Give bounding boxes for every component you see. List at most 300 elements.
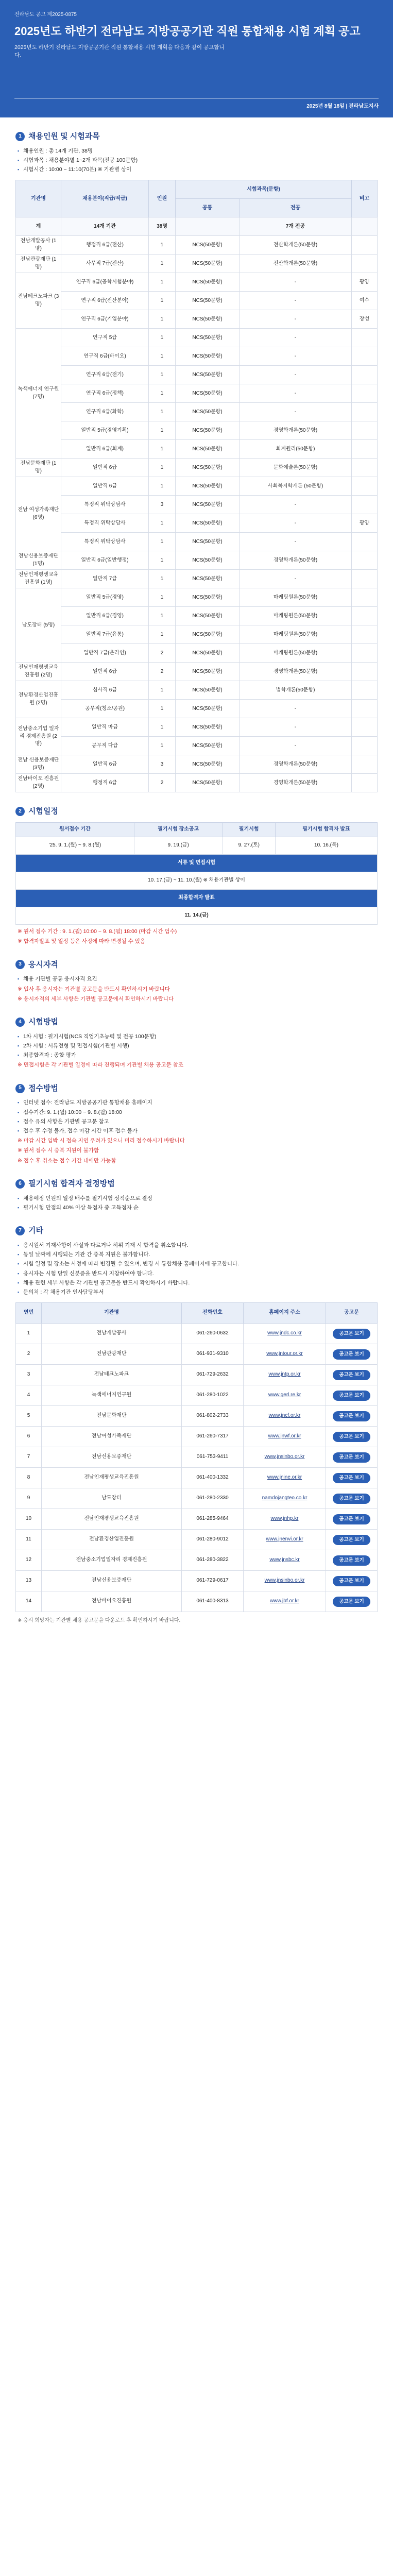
cell-count: 3 — [149, 496, 176, 514]
table-row — [16, 273, 378, 292]
cell-tel: 061-280-3822 — [182, 1550, 244, 1571]
list-item: ▪ 시험 일정 및 장소는 사정에 따라 변경될 수 있으며, 변경 시 통합채용 홈페이지에 공고합니다. — [18, 1260, 378, 1268]
cell-name: 녹색에너지연구원 — [42, 1385, 182, 1406]
list-item: ▪ 2차 시험 : 서류전형 및 면접시험(기관별 시행) — [18, 1042, 378, 1050]
cell-count: 1 — [149, 625, 176, 644]
homepage-link[interactable]: www.gerl.re.kr — [268, 1392, 301, 1398]
cell-institution: 전남바이오 진흥원 (2명) — [16, 774, 61, 792]
cell-major: 사회복지학개론 (50문항) — [240, 477, 352, 496]
cell-remark — [352, 496, 378, 514]
cell-count: 1 — [149, 255, 176, 273]
view-notice-button[interactable]: 공고문 보기 — [333, 1473, 370, 1483]
homepage-link[interactable]: www.jndc.co.kr — [267, 1330, 302, 1336]
cell-field: 연구직 6급(정책) — [61, 384, 149, 403]
cell-remark: 장성 — [352, 310, 378, 329]
cell-common: NCS(50문항) — [176, 570, 240, 588]
list-item: ▪ 채용 기관별 공통 응시자격 요건 — [18, 975, 378, 983]
cell-major: 경영학개론(50문항) — [240, 421, 352, 440]
cell-tel: 061-280-9012 — [182, 1530, 244, 1550]
cell-field: 사무직 7급(전산) — [61, 255, 149, 273]
cell-field: 특정직 위탁상담사 — [61, 496, 149, 514]
cell-major: - — [240, 366, 352, 384]
cell-major: - — [240, 718, 352, 737]
section-number: 3 — [15, 960, 25, 969]
table-row — [16, 292, 378, 310]
cell-common: NCS(50문항) — [176, 255, 240, 273]
cell-no: 10 — [16, 1509, 42, 1530]
cell-field: 행정직 6급(전산) — [61, 236, 149, 255]
cell-tel: 061-931-9310 — [182, 1344, 244, 1365]
table-row — [16, 755, 378, 774]
section-application — [0, 1083, 393, 1165]
table-row — [16, 1530, 378, 1550]
cell-institution: 남도장터 (5명) — [16, 588, 61, 663]
cell-common: NCS(50문항) — [176, 459, 240, 477]
section-title: 3 응시자격 — [15, 959, 378, 971]
cell-no: 4 — [16, 1385, 42, 1406]
table-row — [16, 1488, 378, 1509]
homepage-link[interactable]: www.jnsbc.kr — [269, 1557, 300, 1563]
cell-name: 전남여성가족재단 — [42, 1427, 182, 1447]
cell-institution: 전남 신용보증재단 (3명) — [16, 755, 61, 774]
cell-common: NCS(50문항) — [176, 292, 240, 310]
cell-remark — [352, 347, 378, 366]
cell-major: - — [240, 310, 352, 329]
application-note: ※ 원서 접수 시 중복 지원이 불가함 — [18, 1147, 99, 1154]
table-row — [16, 533, 378, 551]
cell-remark — [352, 403, 378, 421]
cell-no: 1 — [16, 1324, 42, 1344]
cell-count: 2 — [149, 644, 176, 663]
homepage-link[interactable]: www.jnenvi.or.kr — [266, 1536, 303, 1543]
cell-major: 문화예술론(50문항) — [240, 459, 352, 477]
cell-remark: 여수 — [352, 292, 378, 310]
cell-major: 마케팅원론(50문항) — [240, 588, 352, 607]
list-item: ▪ 채용 관련 세부 사항은 각 기관별 공고문을 반드시 확인하시기 바랍니다. — [18, 1279, 378, 1287]
view-notice-button[interactable]: 공고문 보기 — [333, 1432, 370, 1442]
cell-tel: 061-280-1022 — [182, 1385, 244, 1406]
cell-major: - — [240, 329, 352, 347]
list-item: ▪ 1차 시험 : 필기시험(NCS 직업기초능력 및 전공 100문항) — [18, 1033, 378, 1041]
header-divider — [14, 98, 379, 99]
cell-count: 1 — [149, 477, 176, 496]
cell-count: 1 — [149, 440, 176, 459]
homepage-link[interactable]: www.jncf.or.kr — [268, 1413, 301, 1419]
cell-no: 9 — [16, 1488, 42, 1509]
cell-field: 연구직 6급(전기) — [61, 366, 149, 384]
cell-major: - — [240, 514, 352, 533]
table-row — [16, 459, 378, 477]
cell-count: 1 — [149, 403, 176, 421]
cell-remark — [352, 570, 378, 588]
table-row — [16, 718, 378, 737]
cell-field: 연구직 6급(기업분야) — [61, 310, 149, 329]
homepage-link[interactable]: www.jnine.or.kr — [267, 1475, 302, 1481]
application-note: ※ 접수 후 취소는 접수 기간 내에만 가능함 — [18, 1157, 116, 1164]
cell-count: 1 — [149, 329, 176, 347]
cell-no: 12 — [16, 1550, 42, 1571]
table-row — [16, 329, 378, 347]
homepage-link[interactable]: www.jnhp.kr — [270, 1516, 299, 1522]
cell-institution: 전남테크노파크 (3명) — [16, 273, 61, 329]
cell-no: 6 — [16, 1427, 42, 1447]
cell-count: 1 — [149, 347, 176, 366]
table-row — [16, 347, 378, 366]
cell-name: 전남관광재단 — [42, 1344, 182, 1365]
cell-major: 회계원리(50문항) — [240, 440, 352, 459]
cell-institution: 전남문화재단 (1명) — [16, 459, 61, 477]
cell-count: 1 — [149, 681, 176, 700]
section-title: 2 시험일정 — [15, 806, 378, 817]
section-schedule — [0, 806, 393, 945]
cell-name: 전남인재평생교육진흥원 — [42, 1468, 182, 1488]
cell-major: 전산학개론(50문항) — [240, 236, 352, 255]
cell-remark — [352, 477, 378, 496]
cell-name: 전남신용보증재단 — [42, 1447, 182, 1468]
cell-remark — [352, 533, 378, 551]
cell-institution: 전남신용보증재단 (1명) — [16, 551, 61, 570]
cell-institution: 녹색에너지 연구원 (7명) — [16, 329, 61, 459]
table-row — [16, 1365, 378, 1385]
section-number: 2 — [15, 807, 25, 816]
cell-common: NCS(50문항) — [176, 551, 240, 570]
cell-name: 전남신용보증재단 — [42, 1571, 182, 1591]
cell-name: 전남테크노파크 — [42, 1365, 182, 1385]
notice-number: 전라남도 공고 제2025-0875 — [14, 12, 77, 18]
cell-major: - — [240, 292, 352, 310]
eligibility-note: ※ 응시자격의 세부 사항은 기관별 공고문에서 확인하시기 바랍니다 — [18, 995, 174, 1002]
table-row — [16, 366, 378, 384]
intro-text: 2025년도 하반기 전라남도 지방공공기관 직원 통합채용 시험 계획을 다음과 같이 공고합니다. — [14, 44, 225, 58]
cell-common: NCS(50문항) — [176, 403, 240, 421]
list-item: ▪ 접수 유의 사항은 기관별 공고문 참고 — [18, 1118, 378, 1126]
cell-field: 연구직 6급(공학시험분야) — [61, 273, 149, 292]
cell-common: NCS(50문항) — [176, 644, 240, 663]
agency-table: 연번 기관명 전화번호 홈페이지 주소 공고문 1 전남개발공사 061-260-0632 www.jndc.co.kr 공고문 보기 2 전남관광재단 061-931-9310 www.jntour.or.kr 공고문 보기 3 전남테크노파크 061-729-2632 www.jntp.or.kr 공고문 보기 4 녹색에너지연구원 061-280-1022 www.gerl.re.kr 공고문 보기 5 전남문화재단 061-802-2733 www.jncf.or.kr 공고문 보기 6 전남여성가족재단 061-260-7317 www.jnwf.or.kr 공고문 보기 7 전남신용보증재단 061-753-9411 www.jnsinbo.or.kr 공고문 보기 8 전남인재평생교육진흥원 061-400-1332 www.jnine.or.kr 공고문 보기 9 남도장터 061-280-2330 namdojangteo.co.kr 공고문 보기 10 전남인재평생교육진흥원 061-285-9464 www.jnhp.kr 공고문 보기 11 전남환경산업진흥원 061-280-9012 www.jnenvi.or.kr 공고문 보기 12 전남중소기업일자리 경제진흥원 061-280-3822 www.jnsbc.kr 공고문 보기 13 전남신용보증재단 061-729-0617 www.jnsinbo.or.kr 공고문 보기 14 전남바이오진흥원 061-400-8313 www.jbf.or.kr 공고문 보기 — [15, 1302, 378, 1612]
cell-common: NCS(50문항) — [176, 700, 240, 718]
cell-field: 일반직 6급(회계) — [61, 440, 149, 459]
cell-common: NCS(50문항) — [176, 236, 240, 255]
cell-count: 1 — [149, 292, 176, 310]
list-item: ▪ 시험시간 : 10:00 ~ 11:10(70분) ※ 기관별 상이 — [18, 166, 378, 174]
cell-remark — [352, 700, 378, 718]
schedule-table: 원서접수 기간 필기시험 장소공고 필기시험 필기시험 합격자 발표 '25. 9. 1.(월) ~ 9. 8.(월) 9. 19.(금) 9. 27.(토) 10. 16.(목) 서류 및 면접시험 10. 17.(금) ~ 11. 10.(월) ※ 채용기관별 상이 최종합격자 발표 11. 14.(금) — [15, 822, 378, 925]
cell-remark — [352, 663, 378, 681]
cell-count: 1 — [149, 236, 176, 255]
cell-name: 남도장터 — [42, 1488, 182, 1509]
cell-common: NCS(50문항) — [176, 663, 240, 681]
section-title: 7 기타 — [15, 1225, 378, 1236]
table-row — [16, 236, 378, 255]
cell-remark — [352, 329, 378, 347]
cell-count: 3 — [149, 755, 176, 774]
cell-no: 3 — [16, 1365, 42, 1385]
cell-remark — [352, 551, 378, 570]
cell-count: 1 — [149, 273, 176, 292]
cell-remark — [352, 459, 378, 477]
homepage-link[interactable]: www.jntour.or.kr — [266, 1351, 303, 1357]
homepage-link[interactable]: www.jnsinbo.or.kr — [264, 1578, 305, 1584]
cell-institution: 전남인재평생교육진흥원 (1명) — [16, 570, 61, 588]
table-row — [16, 607, 378, 625]
cell-field: 공무직(청소/공원) — [61, 700, 149, 718]
cell-no: 7 — [16, 1447, 42, 1468]
cell-count: 1 — [149, 384, 176, 403]
cell-name: 전남인재평생교육진흥원 — [42, 1509, 182, 1530]
cell-no: 2 — [16, 1344, 42, 1365]
cell-common: NCS(50문항) — [176, 625, 240, 644]
table-row — [16, 737, 378, 755]
cell-field: 일반직 6급 — [61, 477, 149, 496]
view-notice-button[interactable]: 공고문 보기 — [333, 1494, 370, 1504]
table-row — [16, 644, 378, 663]
cell-count: 1 — [149, 514, 176, 533]
section-title: 5 접수방법 — [15, 1083, 378, 1094]
table-row — [16, 588, 378, 607]
cell-name: 전남문화재단 — [42, 1406, 182, 1427]
cell-name: 전남환경산업진흥원 — [42, 1530, 182, 1550]
cell-tel: 061-285-9464 — [182, 1509, 244, 1530]
cell-major: 경영학개론(50문항) — [240, 663, 352, 681]
cell-common: NCS(50문항) — [176, 329, 240, 347]
cell-common: NCS(50문항) — [176, 384, 240, 403]
list-item: ▪ 접수 후 수정 불가, 접수 마감 시간 이후 접수 불가 — [18, 1127, 378, 1135]
view-notice-button[interactable]: 공고문 보기 — [333, 1391, 370, 1401]
cell-common: NCS(50문항) — [176, 310, 240, 329]
cell-common: NCS(50문항) — [176, 421, 240, 440]
table-row — [16, 625, 378, 644]
schedule-note: ※ 합격자발표 및 일정 등은 사정에 따라 변경될 수 있음 — [18, 938, 146, 945]
table-row — [16, 1571, 378, 1591]
cell-major: - — [240, 496, 352, 514]
section-etc — [0, 1225, 393, 1625]
view-notice-button[interactable]: 공고문 보기 — [333, 1349, 370, 1360]
cell-count: 2 — [149, 774, 176, 792]
cell-common: NCS(50문항) — [176, 533, 240, 551]
table-row — [16, 440, 378, 459]
cell-institution: 전남 여성가족재단 (6명) — [16, 477, 61, 551]
cell-common: NCS(50문항) — [176, 737, 240, 755]
cell-field: 일반직 6급(경영) — [61, 607, 149, 625]
cell-major: 법학개론(50문항) — [240, 681, 352, 700]
header-banner — [0, 0, 393, 117]
table-row — [16, 1591, 378, 1612]
application-note: ※ 마감 시간 임박 시 접속 지연 우려가 있으니 미리 접수하시기 바랍니다 — [18, 1138, 185, 1144]
cell-major: 마케팅원론(50문항) — [240, 625, 352, 644]
table-row — [16, 1509, 378, 1530]
table-row — [16, 384, 378, 403]
list-item: ▪ 최종합격자 : 종합 평가 — [18, 1052, 378, 1059]
cell-count: 2 — [149, 663, 176, 681]
cell-major: - — [240, 700, 352, 718]
table-row — [16, 570, 378, 588]
cell-field: 일반직 7급(온라인) — [61, 644, 149, 663]
cell-no: 8 — [16, 1468, 42, 1488]
cell-field: 심사직 6급 — [61, 681, 149, 700]
cell-field: 일반직 5급(경영) — [61, 588, 149, 607]
date-signature: 2025년 8월 18일 | 전라남도지사 — [306, 103, 379, 109]
cell-name: 전남바이오진흥원 — [42, 1591, 182, 1612]
cell-field: 일반직 6급 — [61, 459, 149, 477]
cell-common: NCS(50문항) — [176, 440, 240, 459]
cell-remark — [352, 737, 378, 755]
cell-major: - — [240, 570, 352, 588]
cell-no: 11 — [16, 1530, 42, 1550]
cell-common: NCS(50문항) — [176, 718, 240, 737]
list-item: ▪ 응시자는 시험 당일 신분증을 반드시 지참하여야 합니다. — [18, 1270, 378, 1278]
cell-remark: 광양 — [352, 514, 378, 533]
cell-tel: 061-260-0632 — [182, 1324, 244, 1344]
page-title: 2025년도 하반기 전라남도 지방공공기관 직원 통합채용 시험 계획 공고 — [14, 24, 361, 38]
list-item: ▪ 동일 날짜에 시행되는 기관 간 중복 지원은 불가합니다. — [18, 1251, 378, 1259]
cell-common: NCS(50문항) — [176, 496, 240, 514]
view-notice-button[interactable]: 공고문 보기 — [333, 1514, 370, 1524]
recruitment-table: 기관명 채용분야(직급/직급) 인원 시험과목(문항) 비고 공통 전공 계 14개 기관 38명 7개 전공 전남개발공사 (1명) 행정직 6급(전산) 1 NCS(50문항) 전산학개론(50문항) 전남관광재단 (1명) 사무직 7급(전산) 1 NCS(50문항) 전산학개론(50문항) 전남테크노파크 (3명) 연구직 6급(공학시험분야) 1 NCS(50문항) - 광양 연구직 6급(전산분야) 1 NCS(50문항) - 여수 연구직 6급(기업분야) 1 NCS(50문항) - 장성 녹색에너지 연구원 (7명) 연구직 5급 1 NCS(50문항) - 연구직 6급(바이오) 1 NCS(50문항) - 연구직 6급(전기) 1 NCS(50문항) - 연구직 6급(정책) 1 NCS(50문항) - 연구직 6급(화학) 1 NCS(50문항) - 일반직 5급(경영기획) 1 NCS(50문항) 경영학개론(50문항) 일반직 6급(회계) 1 NCS(50문항) 회계원리(50문항) 전남문화재단 (1명) 일반직 6급 1 NCS(50문항) 문화예술론(50문항) 전남 여성가족재단 (6명) 일반직 6급 1 NCS(50문항) 사회복지학개론 (50문항) 특정직 위탁상담사 3 NCS(50문항) - 특정직 위탁상담사 1 NCS(50문항) - 광양 특정직 위탁상담사 1 NCS(50문항) - 전남신용보증재단 (1명) 일반직 6급(일반행정) 1 NCS(50문항) 경영학개론(50문항) 전남인재평생교육진흥원 (1명) 일반직 7급 1 NCS(50문항) - 남도장터 (5명) 일반직 5급(경영) 1 NCS(50문항) 마케팅원론(50문항) 일반직 6급(경영) 1 NCS(50문항) 마케팅원론(50문항) 일반직 7급(유통) 1 NCS(50문항) 마케팅원론(50문항) 일반직 7급(온라인) 2 NCS(50문항) 마케팅원론(50문항) 전남인재평생교육진흥원 (2명) 일반직 6급 2 NCS(50문항) 경영학개론(50문항) 전남환경산업진흥원 (2명) 심사직 6급 1 NCS(50문항) 법학개론(50문항) 공무직(청소/공원) 1 NCS(50문항) - 전남중소기업 일자리 경제진흥원 (2명) 일반직 마급 1 NCS(50문항) - 공무직 다급 1 NCS(50문항) - 전남 신용보증재단 (3명) 일반직 6급 3 NCS(50문항) 경영학개론(50문항) 전남바이오 진흥원 (2명) 행정직 6급 2 NCS(50문항) 경영학개론(50문항) — [15, 180, 378, 792]
homepage-link[interactable]: www.jnwf.or.kr — [268, 1433, 301, 1439]
cell-major: - — [240, 273, 352, 292]
cell-major: 경영학개론(50문항) — [240, 774, 352, 792]
homepage-link[interactable]: namdojangteo.co.kr — [262, 1495, 307, 1501]
view-notice-button[interactable]: 공고문 보기 — [333, 1370, 370, 1380]
table-row — [16, 551, 378, 570]
cell-major: 마케팅원론(50문항) — [240, 607, 352, 625]
cell-institution: 전남관광재단 (1명) — [16, 255, 61, 273]
table-row — [16, 477, 378, 496]
cell-name: 전남개발공사 — [42, 1324, 182, 1344]
cell-field: 연구직 6급(화학) — [61, 403, 149, 421]
cell-tel: 061-400-1332 — [182, 1468, 244, 1488]
cell-common: NCS(50문항) — [176, 347, 240, 366]
table-row — [16, 1344, 378, 1365]
table-row — [16, 1468, 378, 1488]
cell-major: - — [240, 737, 352, 755]
table-row — [16, 700, 378, 718]
table-row — [16, 514, 378, 533]
section-eligibility — [0, 959, 393, 1003]
cell-count: 1 — [149, 588, 176, 607]
cell-tel: 061-729-0617 — [182, 1571, 244, 1591]
cell-remark — [352, 366, 378, 384]
cell-field: 일반직 마급 — [61, 718, 149, 737]
cell-count: 1 — [149, 459, 176, 477]
list-item: ▪ 문의처 : 각 채용기관 인사담당부서 — [18, 1289, 378, 1296]
cell-field: 일반직 6급(일반행정) — [61, 551, 149, 570]
cell-institution: 전남중소기업 일자리 경제진흥원 (2명) — [16, 718, 61, 755]
list-item: ▪ 시험과목 : 채용분야별 1~2개 과목(전공 100문항) — [18, 157, 378, 164]
recruitment-summary — [15, 147, 378, 174]
view-notice-button[interactable]: 공고문 보기 — [333, 1411, 370, 1421]
cell-common: NCS(50문항) — [176, 366, 240, 384]
cell-tel: 061-753-9411 — [182, 1447, 244, 1468]
cell-remark: 광양 — [352, 273, 378, 292]
table-row — [16, 421, 378, 440]
cell-count: 1 — [149, 533, 176, 551]
table-row — [16, 1550, 378, 1571]
cell-major: - — [240, 384, 352, 403]
cell-common: NCS(50문항) — [176, 681, 240, 700]
view-notice-button[interactable]: 공고문 보기 — [333, 1452, 370, 1463]
cell-field: 일반직 5급(경영기획) — [61, 421, 149, 440]
cell-common: NCS(50문항) — [176, 588, 240, 607]
cell-field: 연구직 6급(바이오) — [61, 347, 149, 366]
cell-major: - — [240, 533, 352, 551]
cell-count: 1 — [149, 700, 176, 718]
cell-institution: 전남개발공사 (1명) — [16, 236, 61, 255]
table-row — [16, 1447, 378, 1468]
view-notice-button[interactable]: 공고문 보기 — [333, 1329, 370, 1339]
homepage-link[interactable]: www.jnsinbo.or.kr — [264, 1454, 305, 1460]
cell-no: 13 — [16, 1571, 42, 1591]
view-notice-button[interactable]: 공고문 보기 — [333, 1535, 370, 1545]
table-row — [16, 1324, 378, 1344]
view-notice-button[interactable]: 공고문 보기 — [333, 1597, 370, 1607]
list-item: ▪ 접수기간: 9. 1.(월) 10:00 ~ 9. 8.(월) 18:00 — [18, 1109, 378, 1116]
cell-common: NCS(50문항) — [176, 774, 240, 792]
cell-common: NCS(50문항) — [176, 477, 240, 496]
view-notice-button[interactable]: 공고문 보기 — [333, 1555, 370, 1566]
cell-field: 공무직 다급 — [61, 737, 149, 755]
cell-institution: 전남환경산업진흥원 (2명) — [16, 681, 61, 718]
section-number: 5 — [15, 1084, 25, 1093]
schedule-note: ※ 원서 접수 기간 : 9. 1.(월) 10:00 ~ 9. 8.(월) 18:00 (마감 시간 엄수) — [18, 928, 177, 935]
cell-remark — [352, 588, 378, 607]
cell-field: 연구직 5급 — [61, 329, 149, 347]
cell-major: 마케팅원론(50문항) — [240, 644, 352, 663]
cell-field: 일반직 7급 — [61, 570, 149, 588]
cell-remark — [352, 384, 378, 403]
cell-tel: 061-729-2632 — [182, 1365, 244, 1385]
cell-major: - — [240, 347, 352, 366]
cell-field: 일반직 6급 — [61, 755, 149, 774]
cell-field: 일반직 7급(유통) — [61, 625, 149, 644]
cell-count: 1 — [149, 570, 176, 588]
section-number: 6 — [15, 1179, 25, 1189]
cell-common: NCS(50문항) — [176, 514, 240, 533]
table-row — [16, 1406, 378, 1427]
cell-field: 일반직 6급 — [61, 663, 149, 681]
cell-remark — [352, 421, 378, 440]
cell-major: 전산학개론(50문항) — [240, 255, 352, 273]
cell-count: 1 — [149, 310, 176, 329]
cell-remark — [352, 236, 378, 255]
cell-common: NCS(50문항) — [176, 755, 240, 774]
cell-remark — [352, 681, 378, 700]
table-row — [16, 403, 378, 421]
cell-remark — [352, 607, 378, 625]
homepage-link[interactable]: www.jntp.or.kr — [268, 1371, 301, 1378]
cell-count: 1 — [149, 607, 176, 625]
list-item: ▪ 채용인원 : 총 14개 기관, 38명 — [18, 147, 378, 155]
table-row-total: 계 14개 기관 38명 7개 전공 — [16, 217, 378, 236]
view-notice-button[interactable]: 공고문 보기 — [333, 1576, 370, 1586]
method-note: ※ 면접시험은 각 기관별 일정에 따라 진행되며 기관별 채용 공고문 참조 — [18, 1062, 183, 1069]
section-title: 1 채용인원 및 시험과목 — [15, 131, 378, 142]
section-number: 1 — [15, 132, 25, 141]
cell-remark — [352, 625, 378, 644]
table-row — [16, 310, 378, 329]
table-row — [16, 1427, 378, 1447]
cell-major: - — [240, 403, 352, 421]
list-item: ▪ 인터넷 접수: 전라남도 지방공공기관 통합채용 홈페이지 — [18, 1099, 378, 1107]
table-row — [16, 774, 378, 792]
section-exam-method — [0, 1016, 393, 1070]
cell-count: 1 — [149, 366, 176, 384]
cell-tel: 061-400-8313 — [182, 1591, 244, 1612]
cell-field: 특정직 위탁상담사 — [61, 533, 149, 551]
homepage-link[interactable]: www.jbf.or.kr — [270, 1598, 299, 1604]
cell-name: 전남중소기업일자리 경제진흥원 — [42, 1550, 182, 1571]
cell-institution: 전남인재평생교육진흥원 (2명) — [16, 663, 61, 681]
